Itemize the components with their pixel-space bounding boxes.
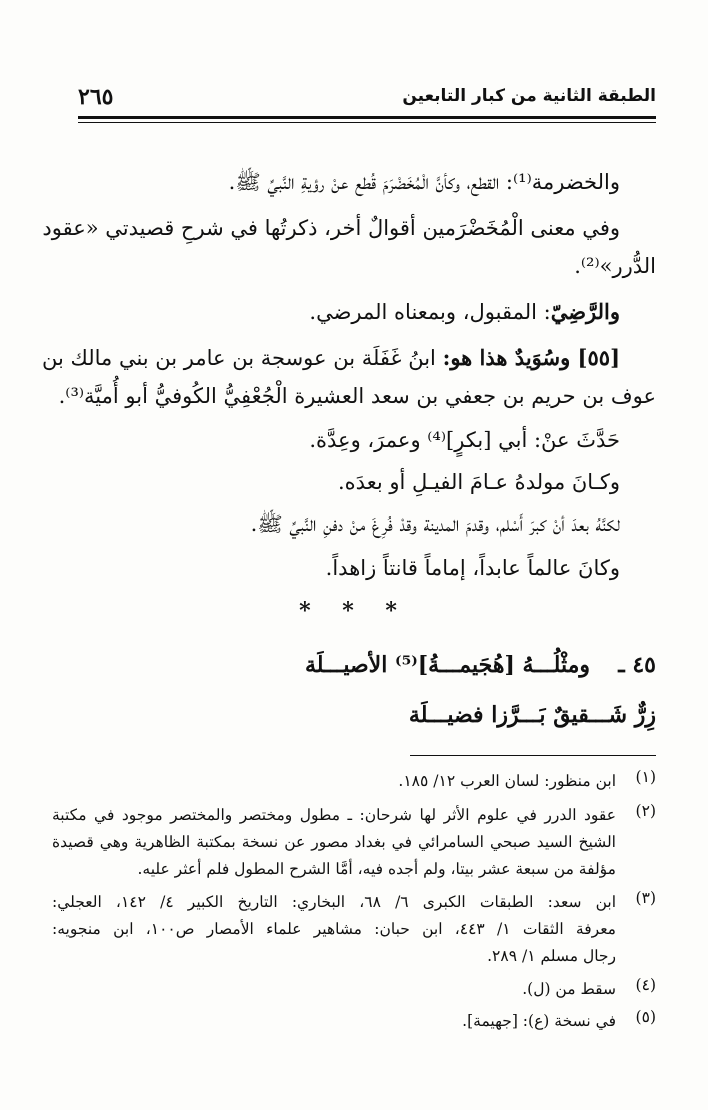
verse-hemistich-1: ومثْلُـــهُ [هُجَيمـــةُ]⁽⁵⁾ الأصيـــلَة	[304, 652, 590, 678]
running-header	[78, 86, 656, 114]
verse-number: ٤٥ ـ	[618, 652, 656, 678]
footnote-line: سقط من (ل).	[522, 980, 616, 998]
footnote-number: (٥)	[635, 1008, 656, 1026]
verse-hemistich-2: زِرٌّ شَـــقيقٌ بَـــرَّزا فضيـــلَة	[408, 702, 656, 728]
footnote-line: عقود الدرر في علوم الأثر لها شرحان: ـ مطول ومختصر والمختصر موجود في مكتبة	[52, 806, 616, 824]
section-separator: * * *	[299, 598, 409, 624]
text-line: لكنَّهُ بعدَ أنْ كبرَ أَسْلم، وقدمَ المدينة وقدْ فُرِغَ منْ دفنِ النَّبيِّ ﷺ.	[250, 512, 620, 536]
header-title: الطبقة الثانية من كبار التابعين	[402, 86, 656, 106]
text-line	[42, 344, 620, 372]
defined-term: والرَّضِيّ	[550, 299, 620, 324]
text-line: والخضرمة⁽¹⁾: القطع، وكأنَّ الْمُخَضْرَمَ قُطع عنْ رؤيةِ النَّبيِّ ﷺ.	[228, 170, 620, 194]
entry-heading: [٥٥] وسُوَيدٌ هذا هو:	[442, 345, 620, 370]
text-line: حَدَّثَ عنْ: أبي [بكرٍ]⁽⁴⁾ وعمرَ، وعِدَّة.	[309, 428, 620, 452]
header-rule-thin	[78, 122, 656, 123]
footnote-line: في نسخة (ع): [جهيمة].	[462, 1012, 616, 1030]
footnote-number: (٢)	[635, 802, 656, 820]
header-rule-thick	[78, 116, 656, 119]
text-line: وكانَ عالماً عابداً، إماماً قانتاً زاهداً.	[325, 556, 620, 580]
footnote-number: (٤)	[635, 976, 656, 994]
footnote-rule	[410, 755, 656, 756]
text-line	[309, 298, 620, 326]
text-line: عوف بن حريم بن جعفي بن سعد العشيرة الْجُعْفِيُّ الكُوفيُّ أبو أُميَّة⁽³⁾.	[58, 384, 656, 408]
text-line: وفي معنى الْمُخَضْرَمين أقوالٌ أخر، ذكرتُها في شرحِ قصيدتي «عقود	[42, 216, 620, 240]
footnote-line: مؤلفة من سبعة عشر بيتا، ولم أجده فيه، أمَّا الشرح المطول فلم أعثر عليه.	[137, 860, 616, 878]
text-line: وكـانَ مولدهُ عـامَ الفيـلِ أو بعدَه.	[338, 470, 620, 494]
entry-text: ابنُ غَفَلَة بن عوسجة بن عامر بن بني مالك بن	[42, 346, 443, 370]
definition: : المقبول، وبمعناه المرضي.	[309, 300, 551, 324]
text-line: الدُّرر»⁽²⁾.	[574, 254, 656, 278]
page-number: ٢٦٥	[78, 84, 114, 110]
footnote-number: (١)	[635, 768, 656, 786]
footnote-line: معرفة الثقات ١/ ٤٤٣، ابن حبان: مشاهير علماء الأمصار ص١٠٠، ابن منجويه:	[52, 920, 616, 938]
footnote-number: (٣)	[635, 889, 656, 907]
footnote-line: رجال مسلم ١/ ٢٨٩.	[487, 947, 616, 965]
footnote-line: الشيخ السيد صبحي السامرائي في بغداد مصور عن نسخة بمكتبة الظاهرية وهي قصيدة	[52, 833, 616, 851]
footnote-line: ابن منظور: لسان العرب ١٢/ ١٨٥.	[398, 772, 616, 790]
footnote-line: ابن سعد: الطبقات الكبرى ٦/ ٦٨، البخاري: التاريخ الكبير ٤/ ١٤٢، العجلي:	[52, 893, 616, 911]
